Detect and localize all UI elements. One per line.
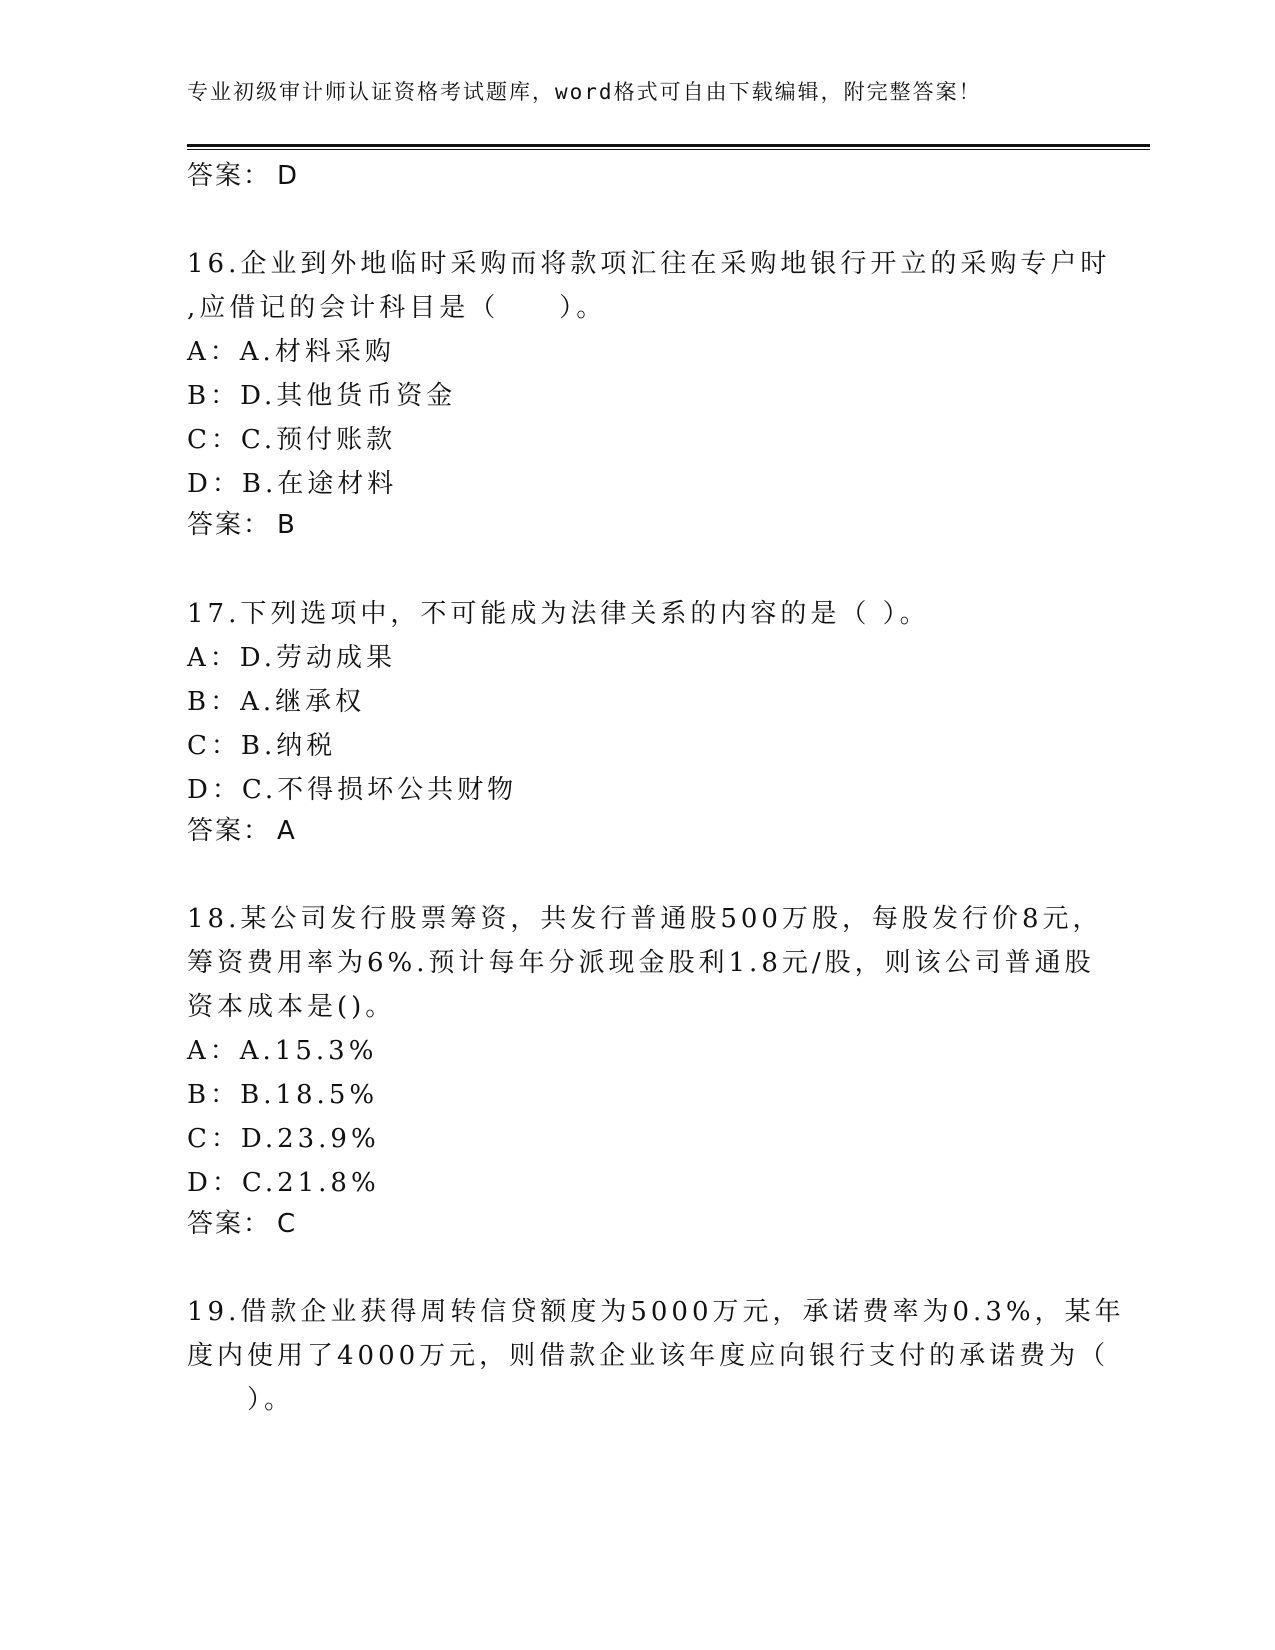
question-17-option-a: A：D.劳动成果	[187, 643, 396, 673]
answer-value: A	[277, 816, 297, 846]
question-16-option-a: A：A.材料采购	[187, 337, 395, 367]
question-17-option-b: B：A.继承权	[187, 687, 366, 717]
question-16-option-b: B：D.其他货币资金	[187, 381, 457, 411]
question-18-option-c: C：D.23.9%	[187, 1124, 380, 1154]
page-header: 专业初级审计师认证资格考试题库，word格式可自由下载编辑，附完整答案！	[187, 80, 982, 104]
header-divider	[187, 144, 1150, 147]
answer-label: 答案：	[187, 161, 272, 191]
question-17-option-d: D：C.不得损坏公共财物	[187, 775, 518, 805]
answer-value: D	[277, 161, 300, 191]
question-16-stem-line-1: 16.企业到外地临时采购而将款项汇往在采购地银行开立的采购专户时	[187, 249, 1111, 279]
answer-value: B	[277, 510, 297, 540]
question-18-option-d: D：C.21.8%	[187, 1168, 380, 1198]
header-divider-thin	[187, 149, 1150, 150]
answer-label: 答案：	[187, 510, 272, 540]
question-16-option-c: C：C.预付账款	[187, 425, 397, 455]
question-18-option-b: B：B.18.5%	[187, 1080, 379, 1110]
question-18-stem-line-2: 筹资费用率为6%.预计每年分派现金股利1.8元/股，则该公司普通股	[187, 948, 1095, 978]
question-17-answer	[187, 810, 297, 847]
question-19-stem-line-2: 度内使用了4000万元，则借款企业该年度应向银行支付的承诺费为（	[187, 1341, 1110, 1371]
answer-label: 答案：	[187, 1209, 272, 1239]
question-16-answer	[187, 504, 297, 541]
question-18-option-a: A：A.15.3%	[187, 1036, 378, 1066]
answer-line	[187, 155, 299, 192]
question-18-answer	[187, 1203, 297, 1240]
question-18-stem-line-1: 18.某公司发行股票筹资，共发行普通股500万股，每股发行价8元，	[187, 904, 1103, 934]
answer-label: 答案：	[187, 816, 272, 846]
question-18-stem-line-3: 资本成本是()。	[187, 992, 396, 1022]
question-16-option-d: D：B.在途材料	[187, 469, 398, 499]
question-17-option-c: C：B.纳税	[187, 731, 337, 761]
question-19-stem-line-1: 19.借款企业获得周转信贷额度为5000万元，承诺费率为0.3%，某年	[187, 1297, 1125, 1327]
question-16-stem-line-2: ,应借记的会计科目是（ ）。	[187, 293, 607, 323]
question-19-stem-line-3: ）。	[187, 1385, 295, 1415]
question-17-stem-line-1: 17.下列选项中，不可能成为法律关系的内容的是（ ）。	[187, 599, 930, 629]
answer-value: C	[277, 1209, 298, 1239]
